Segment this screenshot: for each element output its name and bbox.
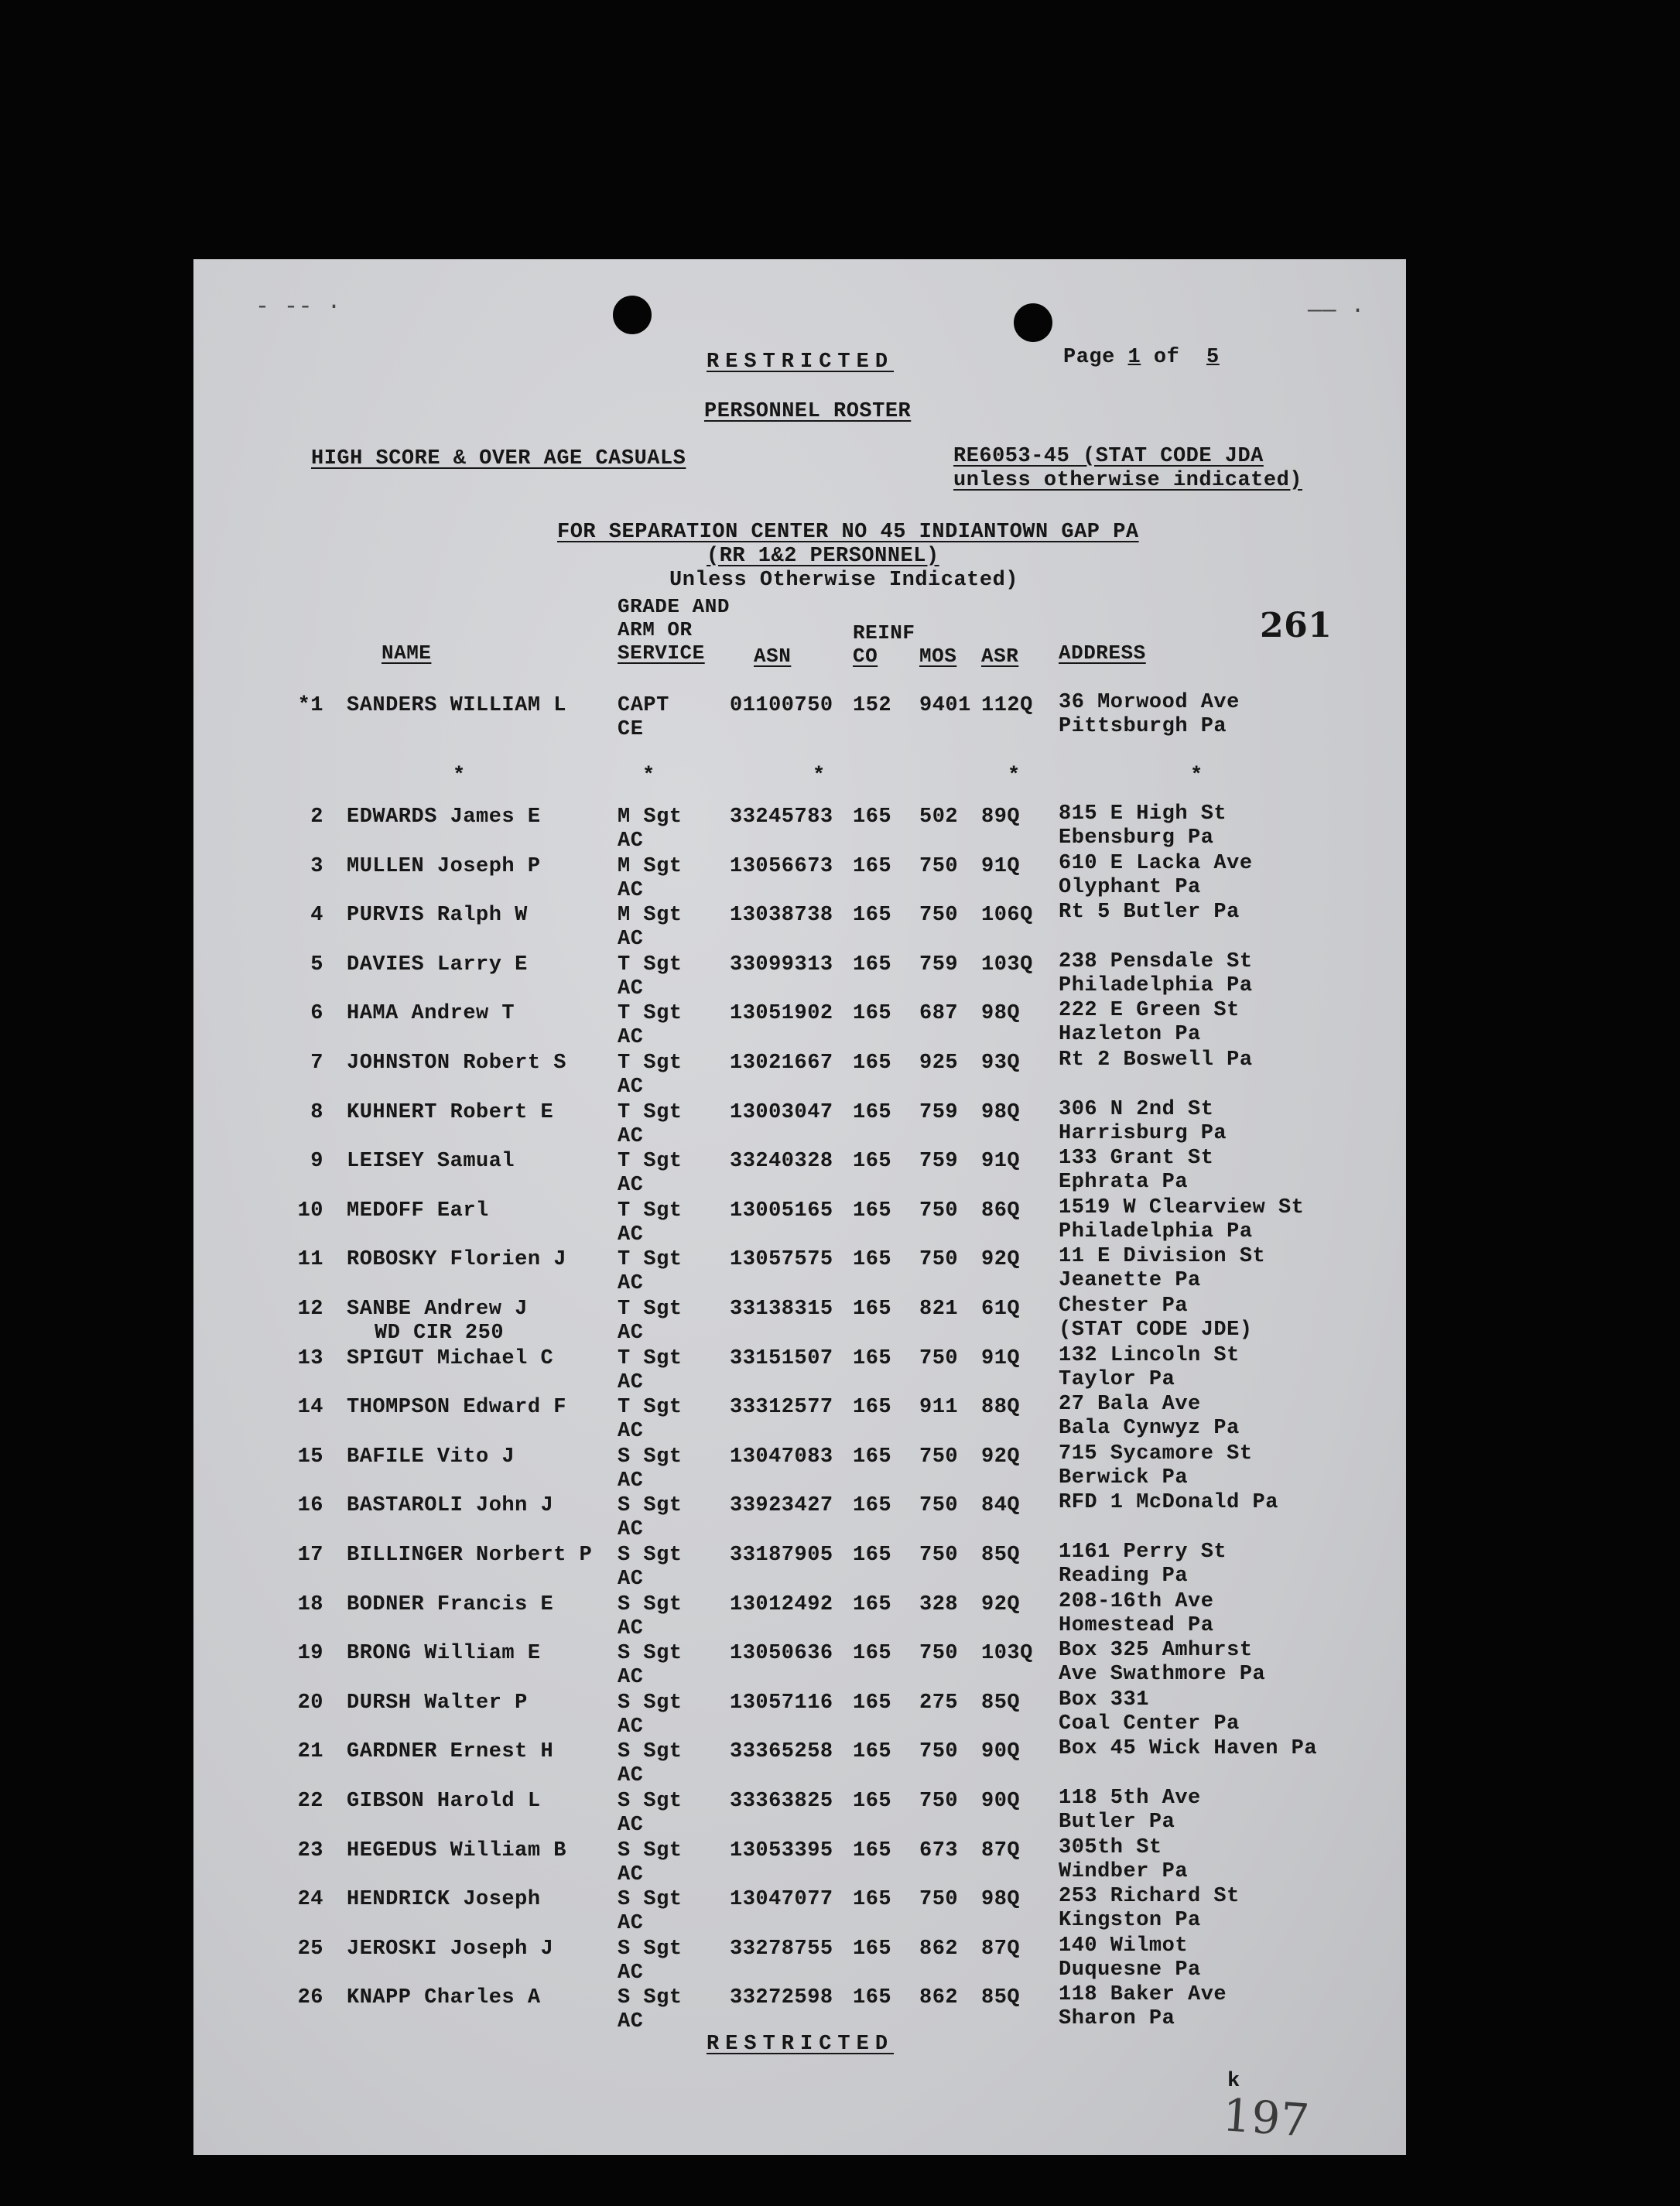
row-address-line2: Pittsburgh Pa: [1059, 715, 1227, 738]
row-address-line2: (STAT CODE JDE): [1059, 1318, 1253, 1342]
row-asr: 89Q: [981, 805, 1021, 829]
row-grade: S Sgt: [618, 1986, 683, 2010]
row-name: BILLINGER Norbert P: [347, 1544, 593, 1567]
row-asn: 13005165: [730, 1199, 833, 1223]
row-number: 15: [297, 1445, 323, 1469]
row-co: 165: [853, 1100, 892, 1124]
col-asr: ASR: [981, 645, 1019, 668]
row-mos: 750: [919, 1888, 959, 1912]
row-grade: T Sgt: [618, 1346, 683, 1370]
row-asr: 91Q: [981, 854, 1021, 878]
row-arm: AC: [618, 1420, 644, 1444]
row-asr: 91Q: [981, 1150, 1021, 1174]
row-co: 152: [853, 694, 892, 717]
row-asn: 13057116: [730, 1691, 833, 1715]
row-asn: 33278755: [730, 1937, 833, 1961]
margin-mark: - ‑‑ ·: [255, 294, 342, 320]
row-asn: 33151507: [730, 1346, 833, 1370]
row-asr: 92Q: [981, 1248, 1021, 1272]
row-address-line1: 306 N 2nd St: [1059, 1097, 1214, 1121]
row-grade: T Sgt: [618, 1150, 683, 1174]
row-address-line1: 140 Wilmot: [1059, 1934, 1189, 1958]
row-number: 25: [297, 1937, 323, 1961]
personnel-line: (RR 1&2 PERSONNEL): [707, 545, 939, 568]
row-co: 165: [853, 1445, 892, 1469]
row-name: JOHNSTON Robert S: [347, 1052, 566, 1075]
row-asr: 90Q: [981, 1790, 1021, 1813]
row-asr: 98Q: [981, 1100, 1021, 1124]
row-asn: 13038738: [730, 904, 833, 928]
row-address-line2: Reading Pa: [1059, 1565, 1189, 1588]
row-address-line1: 1161 Perry St: [1059, 1541, 1227, 1564]
row-address-line2: Philadelphia Pa: [1059, 1219, 1253, 1243]
row-arm: AC: [618, 829, 644, 853]
row-asr: 85Q: [981, 1986, 1021, 2010]
row-asr: 61Q: [981, 1298, 1021, 1321]
row-address-line1: 815 E High St: [1059, 802, 1227, 826]
row-number: 22: [297, 1790, 323, 1813]
col-co: CO: [853, 645, 878, 668]
page-total: 5: [1206, 346, 1220, 369]
row-grade: T Sgt: [618, 1100, 683, 1124]
row-name: BASTAROLI John J: [347, 1494, 554, 1518]
row-asr: 87Q: [981, 1838, 1021, 1862]
handwritten-number: 197: [1220, 2088, 1312, 2147]
row-address-line1: Chester Pa: [1059, 1295, 1189, 1318]
row-arm: AC: [618, 928, 644, 952]
row-asr: 93Q: [981, 1052, 1021, 1075]
row-co: 165: [853, 1199, 892, 1223]
row-asn: 33099313: [730, 953, 833, 976]
row-name: BODNER Francis E: [347, 1592, 554, 1616]
col-name: NAME: [382, 641, 432, 665]
row-asn: 13047077: [730, 1888, 833, 1912]
row-address-line2: Jeanette Pa: [1059, 1269, 1201, 1293]
restricted-footer: RESTRICTED: [707, 2033, 895, 2056]
row-address-line1: 132 Lincoln St: [1059, 1343, 1240, 1367]
row-mos: 750: [919, 1346, 959, 1370]
page-indicator: [1063, 346, 1233, 369]
row-co: 165: [853, 1150, 892, 1174]
row-name: HAMA Andrew T: [347, 1002, 515, 1026]
row-arm: AC: [618, 1912, 644, 1936]
row-grade: CAPT: [618, 694, 669, 717]
row-address-line2: Olyphant Pa: [1059, 875, 1201, 899]
row-arm: AC: [618, 1322, 644, 1345]
col-reinf: REINF: [853, 621, 915, 645]
row-mos: 750: [919, 1544, 959, 1567]
row-co: 165: [853, 1298, 892, 1321]
row-arm: CE: [618, 718, 644, 741]
row-address-line1: 133 Grant St: [1059, 1147, 1214, 1171]
row-mos: 862: [919, 1937, 959, 1961]
row-address-line2: Windber Pa: [1059, 1859, 1189, 1883]
row-asn: 13047083: [730, 1445, 833, 1469]
row-asr: 98Q: [981, 1002, 1021, 1026]
row-mos: 750: [919, 904, 959, 928]
row-number: 9: [310, 1150, 323, 1174]
row-grade: T Sgt: [618, 953, 683, 976]
col-mos: MOS: [919, 645, 957, 668]
row-arm: AC: [618, 976, 644, 1000]
row-co: 165: [853, 1052, 892, 1075]
row-arm: AC: [618, 1370, 644, 1394]
row-address-line1: Rt 2 Boswell Pa: [1059, 1048, 1253, 1072]
row-number: 17: [297, 1544, 323, 1567]
row-co: 165: [853, 1642, 892, 1666]
row-address-line1: 610 E Lacka Ave: [1059, 851, 1253, 875]
row-asn: 33245783: [730, 805, 833, 829]
row-mos: 750: [919, 1199, 959, 1223]
row-address-line1: 305th St: [1059, 1835, 1162, 1859]
row-co: 165: [853, 953, 892, 976]
row-name: EDWARDS James E: [347, 805, 541, 829]
row-asr: 98Q: [981, 1888, 1021, 1912]
row-arm: AC: [618, 1862, 644, 1886]
row-mos: 821: [919, 1298, 959, 1321]
row-arm: AC: [618, 1715, 644, 1739]
row-asn: 33240328: [730, 1150, 833, 1174]
row-address-line1: 11 E Division St: [1059, 1245, 1266, 1269]
row-arm: AC: [618, 1026, 644, 1050]
row-asn: 33272598: [730, 1986, 833, 2010]
row-number: 11: [297, 1248, 323, 1272]
row-arm: AC: [618, 878, 644, 902]
row-asr: 106Q: [981, 904, 1033, 928]
row-name: SANDERS WILLIAM L: [347, 694, 566, 717]
row-arm: AC: [618, 1616, 644, 1640]
row-grade: S Sgt: [618, 1494, 683, 1518]
row-asn: 33187905: [730, 1544, 833, 1567]
row-mos: 750: [919, 1790, 959, 1813]
row-mos: 9401: [919, 694, 971, 717]
row-arm: AC: [618, 1124, 644, 1148]
row-name: HEGEDUS William B: [347, 1838, 566, 1862]
row-name: MULLEN Joseph P: [347, 854, 541, 878]
row-grade: M Sgt: [618, 805, 683, 829]
row-arm: AC: [618, 1814, 644, 1837]
row-name: BRONG William E: [347, 1642, 541, 1666]
row-mos: 759: [919, 1150, 959, 1174]
row-co: 165: [853, 854, 892, 878]
row-asr: 86Q: [981, 1199, 1021, 1223]
row-co: 165: [853, 805, 892, 829]
row-name: MEDOFF Earl: [347, 1199, 489, 1223]
row-grade: S Sgt: [618, 1642, 683, 1666]
row-address-line1: 208-16th Ave: [1059, 1589, 1214, 1613]
row-asr: 90Q: [981, 1740, 1021, 1764]
row-asr: 85Q: [981, 1544, 1021, 1567]
row-number: 18: [297, 1592, 323, 1616]
row-arm: AC: [618, 1666, 644, 1690]
row-asn: 13012492: [730, 1592, 833, 1616]
row-grade: S Sgt: [618, 1445, 683, 1469]
stamp-number: 261: [1260, 606, 1333, 645]
row-number: 8: [310, 1100, 323, 1124]
row-co: 165: [853, 1888, 892, 1912]
row-address-line2: Butler Pa: [1059, 1811, 1175, 1834]
row-number: 26: [297, 1986, 323, 2010]
row-co: 165: [853, 1691, 892, 1715]
row-grade: S Sgt: [618, 1888, 683, 1912]
row-number: 5: [310, 953, 323, 976]
row-name: LEISEY Samual: [347, 1150, 515, 1174]
row-mos: 687: [919, 1002, 959, 1026]
col-grade-line2: ARM OR: [618, 618, 693, 641]
row-number: 20: [297, 1691, 323, 1715]
roster-subtitle: HIGH SCORE & OVER AGE CASUALS: [311, 447, 686, 470]
row-grade: T Sgt: [618, 1396, 683, 1420]
row-address-line1: 36 Morwood Ave: [1059, 691, 1240, 714]
row-address-line2: Homestead Pa: [1059, 1613, 1214, 1637]
row-arm: AC: [618, 1272, 644, 1296]
row-co: 165: [853, 1248, 892, 1272]
row-grade: T Sgt: [618, 1199, 683, 1223]
row-address-line2: Hazleton Pa: [1059, 1023, 1201, 1047]
row-address-line1: 118 5th Ave: [1059, 1787, 1201, 1810]
row-mos: 759: [919, 953, 959, 976]
row-asr: 84Q: [981, 1494, 1021, 1518]
row-mos: 750: [919, 854, 959, 878]
row-address-line1: 715 Sycamore St: [1059, 1442, 1253, 1466]
row-number: 3: [310, 854, 323, 878]
row-number: 13: [297, 1346, 323, 1370]
row-number: 21: [297, 1740, 323, 1764]
row-grade: T Sgt: [618, 1248, 683, 1272]
row-co: 165: [853, 1790, 892, 1813]
row-asn: 01100750: [730, 694, 833, 717]
of-label: of: [1153, 346, 1180, 369]
row-asr: 112Q: [981, 694, 1033, 717]
row-asr: 87Q: [981, 1937, 1021, 1961]
row-mos: 328: [919, 1592, 959, 1616]
row-asr: 92Q: [981, 1445, 1021, 1469]
row-address-line1: 1519 W Clearview St: [1059, 1195, 1305, 1219]
row-address-line1: 253 Richard St: [1059, 1885, 1240, 1909]
row-co: 165: [853, 1544, 892, 1567]
row-name: GIBSON Harold L: [347, 1790, 541, 1813]
row-co: 165: [853, 1002, 892, 1026]
row-number: 16: [297, 1494, 323, 1518]
row-mos: 862: [919, 1986, 959, 2010]
roster-page: - ‑‑ · —— · RESTRICTED Page 1 of 5 PERSONNEL ROSTER HIGH SCORE & OVER AGE CASUALS RE6053-45 (STAT CODE JDA unless otherwise indicated) FOR SEPARATION CENTER NO 45 INDIANTOWN GAP PA (RR 1&2 PERSONNEL) Unless Otherwise Indicated) 261 GRADE AND ARM OR SERVICE NAME ASN REINF CO MOS ASR ADDRESS *1 SANDERS WILLIAM L CAPT CE 01100750 152 9401 112Q 36 Morwood Ave Pittsburgh Pa 2 EDWARDS James E M Sgt AC 33245783 165 502 89Q 815 E High St Ebensburg Pa 3 MULLEN Joseph P M Sgt AC 13056673 165 750 91Q 610 E Lacka Ave Olyphant Pa 4 PURVIS Ralph W M Sgt AC 13038738 165 750 106Q Rt 5 Butler Pa 5 DAVIES Larry E T Sgt AC 33099313 165 759 103Q 238 Pensdale St Philadelphia Pa 6 HAMA Andrew T T Sgt AC 13051902 165 687 98Q 222 E Green St Hazleton Pa 7 JOHNSTON Robert S T Sgt AC 13021667 165 925 93Q Rt 2 Boswell Pa 8 KUHNERT Robert E T Sgt AC 13003047 165 759 98Q 306 N 2nd St Harrisburg Pa 9 LEISEY Samual T Sgt AC 33240328 165 759 91Q 133 Grant St Ephrata Pa 10 MEDOFF Earl T Sgt AC 13005165 165 750 86Q 1519 W Clearview St Philadelphia Pa 11 ROBOSKY Florien J T Sgt AC 13057575 165 750 92Q 11 E Division St Jeanette Pa 12 SANBE Andrew J WD CIR 250 T Sgt AC 33138315 165 821 61Q Chester Pa (STAT CODE JDE) 13 SPIGUT Michael C T Sgt AC 33151507 165 750 91Q 132 Lincoln St Taylor Pa 14 THOMPSON Edward F T Sgt AC 33312577 165 911 88Q 27 Bala Ave Bala Cynwyz Pa 15 BAFILE Vito J S Sgt AC 13047083 165 750 92Q 715 Sycamore St Berwick Pa 16 BASTAROLI John J S Sgt AC 33923427 165 750 84Q RFD 1 McDonald Pa 17 BILLINGER Norbert P S Sgt AC 33187905 165 750 85Q 1161 Perry St Reading Pa 18 BODNER Francis E S Sgt AC 13012492 165 328 92Q 208-16th Ave Homestead Pa 19 BRONG William E S Sgt AC 13050636 165 750 103Q Box 325 Amhurst Ave Swathmore Pa 20 DURSH Walter P S Sgt AC 13057116 165 275 85Q Box 331 Coal Center Pa 21 GARDNER Ernest H S Sgt AC 33365258 165 750 90Q Box 45 Wick Haven Pa 22 GIBSON Harold L S Sgt AC 33363825 165 750 90Q 118 5th Ave Butler Pa 23 HEGEDUS William B S Sgt AC 13053395 165 673 87Q 305th St Windber Pa 24 HENDRICK Joseph S Sgt AC 13047077 165 750 98Q 253 Richard St Kingston Pa 25 JEROSKI Joseph J S Sgt AC 33278755 165 862 87Q 140 Wilmot Duquesne Pa 26 KNAPP Charles A S Sgt AC 33272598 165 862 85Q 118 Baker Ave Sharon Pa * * * * * RESTRICTED k 197: [193, 259, 1406, 2155]
row-name-note: WD CIR 250: [375, 1322, 505, 1345]
margin-mark-right: —— ·: [1308, 298, 1366, 324]
row-name: SANBE Andrew J: [347, 1298, 528, 1321]
row-grade: T Sgt: [618, 1002, 683, 1026]
col-grade-line1: GRADE AND: [618, 595, 730, 618]
row-arm: AC: [618, 1223, 644, 1247]
col-asn: ASN: [754, 645, 792, 668]
col-address: ADDRESS: [1059, 641, 1146, 665]
row-address-line2: Berwick Pa: [1059, 1466, 1189, 1489]
row-grade: S Sgt: [618, 1740, 683, 1764]
row-name: DURSH Walter P: [347, 1691, 528, 1715]
row-address-line2: Taylor Pa: [1059, 1367, 1175, 1391]
row-asn: 13056673: [730, 854, 833, 878]
row-co: 165: [853, 1592, 892, 1616]
row-grade: M Sgt: [618, 854, 683, 878]
row-arm: AC: [618, 2010, 644, 2034]
row-number: 14: [297, 1396, 323, 1420]
row-mos: 275: [919, 1691, 959, 1715]
row-address-line2: Duquesne Pa: [1059, 1958, 1201, 1982]
row-number: 19: [297, 1642, 323, 1666]
row-address-line2: Coal Center Pa: [1059, 1712, 1240, 1736]
row-address-line1: Box 331: [1059, 1688, 1149, 1712]
row-co: 165: [853, 904, 892, 928]
row-co: 165: [853, 1396, 892, 1420]
row-address-line2: Philadelphia Pa: [1059, 973, 1253, 997]
row-address-line1: 238 Pensdale St: [1059, 949, 1253, 973]
row-grade: T Sgt: [618, 1298, 683, 1321]
row-address-line1: 222 E Green St: [1059, 999, 1240, 1023]
row-mos: 759: [919, 1100, 959, 1124]
row-arm: AC: [618, 1076, 644, 1099]
row-address-line1: RFD 1 McDonald Pa: [1059, 1491, 1278, 1515]
row-asr: 91Q: [981, 1346, 1021, 1370]
row-arm: AC: [618, 1174, 644, 1198]
row-name: BAFILE Vito J: [347, 1445, 515, 1469]
row-arm: AC: [618, 1568, 644, 1591]
row-address-line2: Sharon Pa: [1059, 2007, 1175, 2031]
row-name: KUHNERT Robert E: [347, 1100, 554, 1124]
restricted-header: RESTRICTED: [707, 351, 895, 374]
row-asn: 13057575: [730, 1248, 833, 1272]
row-co: 165: [853, 1494, 892, 1518]
row-address-line2: Ave Swathmore Pa: [1059, 1663, 1266, 1687]
row-address-line2: Bala Cynwyz Pa: [1059, 1417, 1240, 1441]
row-number: 6: [310, 1002, 323, 1026]
separation-center-line: FOR SEPARATION CENTER NO 45 INDIANTOWN GAP PA: [557, 521, 1139, 544]
row-asr: 85Q: [981, 1691, 1021, 1715]
unless-indicated-line: Unless Otherwise Indicated): [669, 569, 1018, 592]
row-mos: 750: [919, 1248, 959, 1272]
row-asn: 13053395: [730, 1838, 833, 1862]
row-grade: M Sgt: [618, 904, 683, 928]
row-name: PURVIS Ralph W: [347, 904, 528, 928]
row-address-line2: Kingston Pa: [1059, 1909, 1201, 1933]
row-address-line1: Box 325 Amhurst: [1059, 1639, 1253, 1663]
row-number: *1: [297, 694, 323, 717]
row-grade: S Sgt: [618, 1790, 683, 1813]
row-number: 7: [310, 1052, 323, 1075]
row-grade: T Sgt: [618, 1052, 683, 1075]
row-mos: 750: [919, 1642, 959, 1666]
row-address-line1: 27 Bala Ave: [1059, 1393, 1201, 1417]
reference-line-2: unless otherwise indicated): [953, 469, 1302, 492]
row-mos: 750: [919, 1494, 959, 1518]
row-grade: S Sgt: [618, 1592, 683, 1616]
row-arm: AC: [618, 1518, 644, 1542]
row-co: 165: [853, 1838, 892, 1862]
row-asn: 13003047: [730, 1100, 833, 1124]
row-asn: 33363825: [730, 1790, 833, 1813]
row-name: SPIGUT Michael C: [347, 1346, 554, 1370]
row-mos: 673: [919, 1838, 959, 1862]
row-asn: 33138315: [730, 1298, 833, 1321]
row-asr: 103Q: [981, 953, 1033, 976]
col-grade-line3: SERVICE: [618, 641, 705, 665]
footer-initial: k: [1227, 2070, 1240, 2093]
row-name: KNAPP Charles A: [347, 1986, 541, 2010]
row-asn: 33312577: [730, 1396, 833, 1420]
roster-title: PERSONNEL ROSTER: [704, 400, 912, 423]
punch-hole-left: [613, 296, 652, 334]
row-co: 165: [853, 1740, 892, 1764]
row-name: JEROSKI Joseph J: [347, 1937, 554, 1961]
row-mos: 750: [919, 1445, 959, 1469]
row-number: 2: [310, 805, 323, 829]
row-asn: 13021667: [730, 1052, 833, 1075]
row-mos: 502: [919, 805, 959, 829]
row-asn: 33365258: [730, 1740, 833, 1764]
reference-line-1: RE6053-45 (STAT CODE JDA: [953, 445, 1264, 468]
row-asn: 13051902: [730, 1002, 833, 1026]
row-number: 24: [297, 1888, 323, 1912]
row-co: 165: [853, 1937, 892, 1961]
row-grade: S Sgt: [618, 1544, 683, 1567]
row-asn: 33923427: [730, 1494, 833, 1518]
row-address-line2: Harrisburg Pa: [1059, 1121, 1227, 1145]
row-number: 10: [297, 1199, 323, 1223]
row-address-line1: Rt 5 Butler Pa: [1059, 901, 1240, 925]
row-grade: S Sgt: [618, 1691, 683, 1715]
page-number: 1: [1127, 346, 1141, 369]
row-number: 23: [297, 1838, 323, 1862]
row-asr: 92Q: [981, 1592, 1021, 1616]
row-name: THOMPSON Edward F: [347, 1396, 566, 1420]
row-address-line1: Box 45 Wick Haven Pa: [1059, 1737, 1318, 1761]
row-arm: AC: [618, 1961, 644, 1985]
row-asr: 103Q: [981, 1642, 1033, 1666]
row-number: 4: [310, 904, 323, 928]
row-name: ROBOSKY Florien J: [347, 1248, 566, 1272]
row-number: 12: [297, 1298, 323, 1321]
row-arm: AC: [618, 1469, 644, 1493]
row-co: 165: [853, 1986, 892, 2010]
row-address-line2: Ephrata Pa: [1059, 1171, 1189, 1195]
row-name: HENDRICK Joseph: [347, 1888, 541, 1912]
row-name: GARDNER Ernest H: [347, 1740, 554, 1764]
row-mos: 911: [919, 1396, 959, 1420]
page-label: Page: [1063, 346, 1115, 369]
row-grade: S Sgt: [618, 1838, 683, 1862]
row-mos: 750: [919, 1740, 959, 1764]
row-co: 165: [853, 1346, 892, 1370]
row-address-line1: 118 Baker Ave: [1059, 1983, 1227, 2007]
row-asn: 13050636: [730, 1642, 833, 1666]
row-mos: 925: [919, 1052, 959, 1075]
row-grade: S Sgt: [618, 1937, 683, 1961]
row-arm: AC: [618, 1764, 644, 1788]
row-asr: 88Q: [981, 1396, 1021, 1420]
row-name: DAVIES Larry E: [347, 953, 528, 976]
row-address-line2: Ebensburg Pa: [1059, 826, 1214, 850]
punch-hole-right: [1014, 303, 1052, 342]
